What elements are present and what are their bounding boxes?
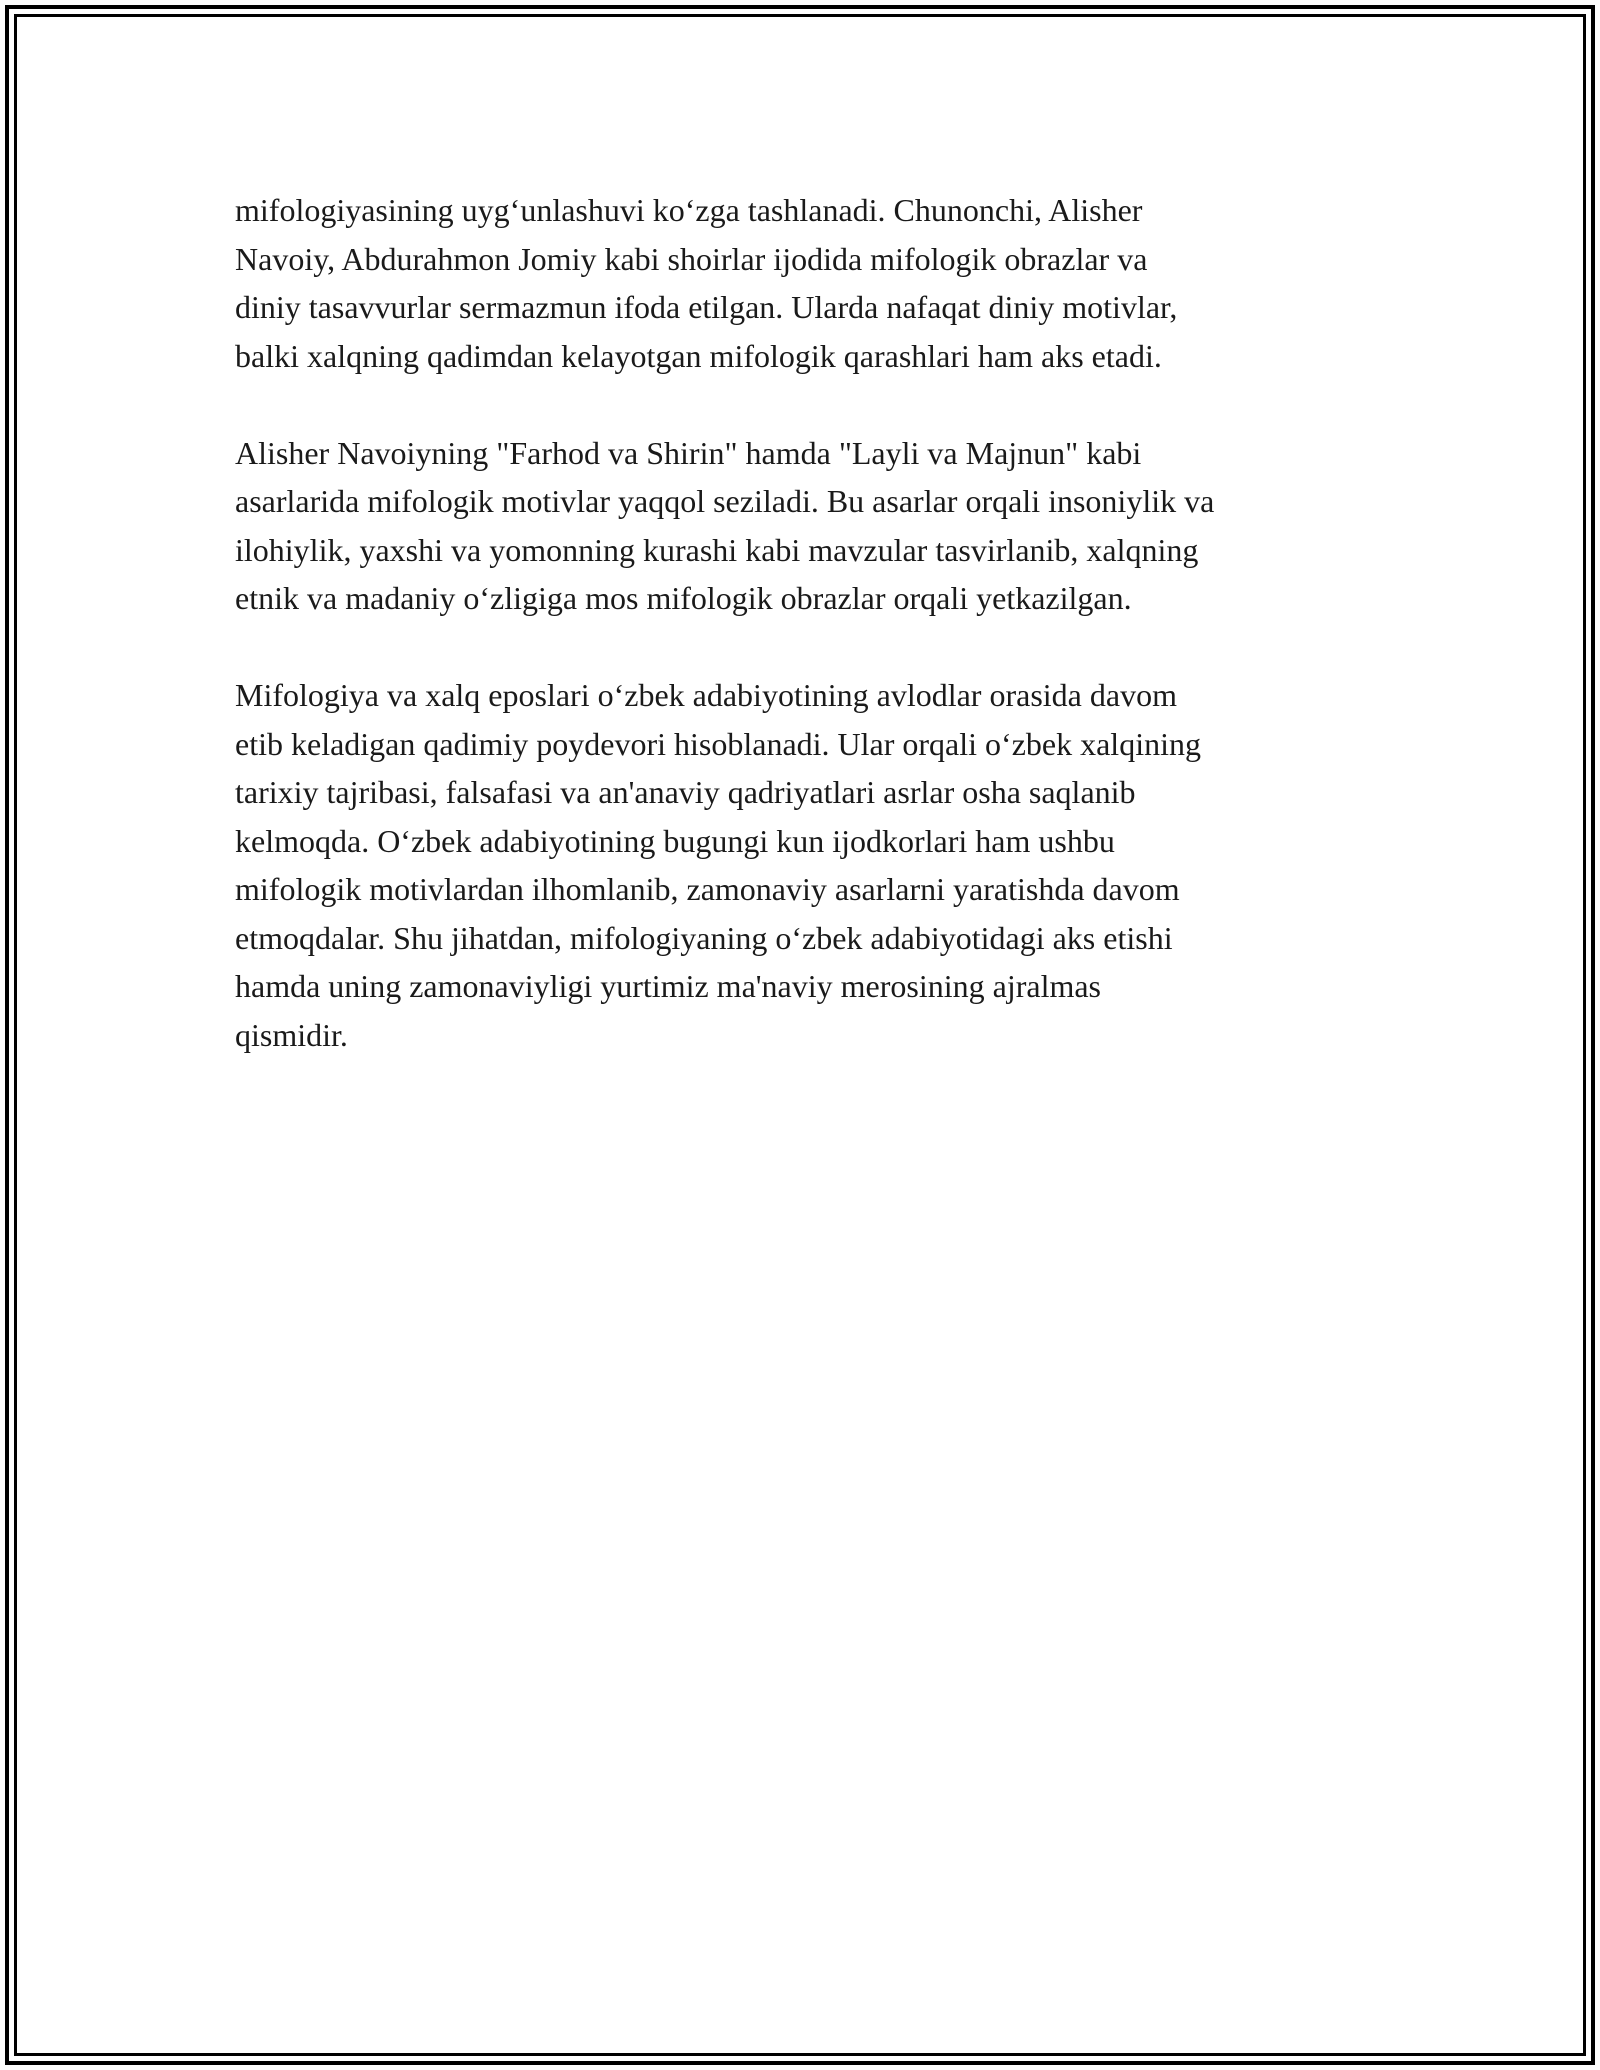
document-body: [235, 186, 1365, 1108]
text-line: qismidir.: [235, 1016, 348, 1053]
text-line: Alisher Navoiyning "Farhod va Shirin" hamda "Layli va Majnun" kabi: [235, 434, 1142, 471]
text-line: balki xalqning qadimdan kelayotgan mifologik qarashlari ham aks etadi.: [235, 337, 1162, 374]
text-line: mifologik motivlardan ilhomlanib, zamonaviy asarlarni yaratishda davom: [235, 871, 1180, 907]
text-line: diniy tasavvurlar sermazmun ifoda etilgan. Ularda nafaqat diniy motivlar,: [235, 289, 1178, 325]
text-line: Mifologiya va xalq eposlari o‘zbek adabiyotining avlodlar orasida davom: [235, 677, 1177, 713]
paragraph-2: [235, 429, 1365, 623]
text-line: hamda uning zamonaviyligi yurtimiz ma'naviy merosining ajralmas: [235, 968, 1101, 1004]
text-line: mifologiyasining uyg‘unlashuvi ko‘zga tashlanadi. Chunonchi, Alisher: [235, 192, 1143, 228]
text-line: tarixiy tajribasi, falsafasi va an'anaviy qadriyatlari asrlar osha saqlanib: [235, 774, 1136, 810]
paragraph-1: [235, 186, 1365, 380]
text-line: etmoqdalar. Shu jihatdan, mifologiyaning o‘zbek adabiyotidagi aks etishi: [235, 919, 1173, 956]
text-line: etib keladigan qadimiy poydevori hisoblanadi. Ular orqali o‘zbek xalqining: [235, 725, 1201, 762]
text-line: ilohiylik, yaxshi va yomonning kurashi kabi mavzular tasvirlanib, xalqning: [235, 531, 1199, 568]
text-line: kelmoqda. O‘zbek adabiyotining bugungi kun ijodkorlari ham ushbu: [235, 822, 1115, 859]
text-line: etnik va madaniy o‘zligiga mos mifologik obrazlar orqali yetkazilgan.: [235, 580, 1132, 616]
text-line: asarlarida mifologik motivlar yaqqol seziladi. Bu asarlar orqali insoniylik va: [235, 483, 1215, 519]
text-line: Navoiy, Abdurahmon Jomiy kabi shoirlar ijodida mifologik obrazlar va: [235, 240, 1148, 277]
paragraph-3: [235, 671, 1365, 1059]
